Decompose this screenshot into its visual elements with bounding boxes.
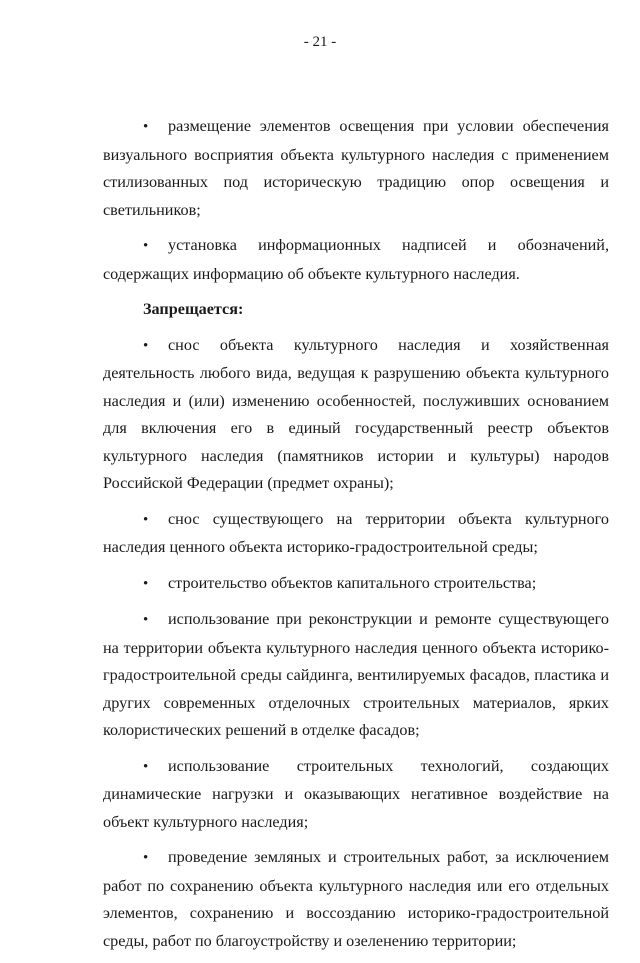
bullet-icon: • [143, 612, 149, 628]
bullet-icon: • [143, 238, 149, 254]
document-body [103, 113, 609, 963]
list-item-demolition [103, 332, 609, 498]
bullet-icon: • [143, 758, 149, 775]
list-item-text: использование при реконструкции и ремонте существующего на территории объекта культурного наследия ценного объекта историко-градостроительной среды сайдинга, вентилируемых фасадов, пластика и других современных отделочных строительных материалов, ярких колористических решений в отделке фасадов; [103, 610, 609, 739]
list-item-text: использование строительных технологий, создающих динамические нагрузки и оказывающих негативное воздействие на объект культурного наследия; [103, 756, 609, 831]
section-heading-prohibited: Запрещается: [143, 300, 244, 318]
bullet-icon: • [143, 119, 149, 135]
list-item-technologies [103, 753, 609, 837]
list-item-text: снос объекта культурного наследия и хозяйственная деятельность любого вида, ведущая к разрушению объекта культурного наследия и (или) изменению особенностей, послуживших основанием для включения его в единый государственный реестр объектов культурного наследия (памятников истории и культуры) народов Российской Федерации (предмет охраны); [103, 335, 609, 492]
bullet-icon: • [143, 337, 149, 354]
page-number: - 21 - [303, 34, 337, 50]
bullet-icon: • [143, 575, 149, 592]
list-item-text: размещение элементов освещения при условии обеспечения визуального восприятия объекта культурного наследия с применением стилизованных под историческую традицию опор освещения и светильников; [103, 117, 609, 219]
list-item-earthworks [103, 844, 609, 955]
list-item-text: проведение земляных и строительных работ, за исключением работ по сохранению объекта культурного наследия или его отдельных элементов, сохранению и воссозданию историко-градостроительной среды, работ по благоустройству и озеленению территории; [103, 848, 609, 950]
bullet-icon: • [143, 850, 149, 866]
bullet-icon: • [143, 511, 149, 528]
list-item-text: строительство объектов капитального строительства; [168, 573, 537, 592]
list-item-lighting [103, 113, 609, 224]
list-item-signage [103, 232, 609, 288]
list-item-construction [103, 570, 609, 599]
list-item-text: снос существующего на территории объекта культурного наследия ценного объекта историко-градостроительной среды; [103, 509, 609, 556]
list-item-materials [103, 606, 609, 745]
list-item-demolition-existing [103, 506, 609, 562]
list-item-text: установка информационных надписей и обозначений, содержащих информацию об объекте культурного наследия. [103, 236, 609, 283]
